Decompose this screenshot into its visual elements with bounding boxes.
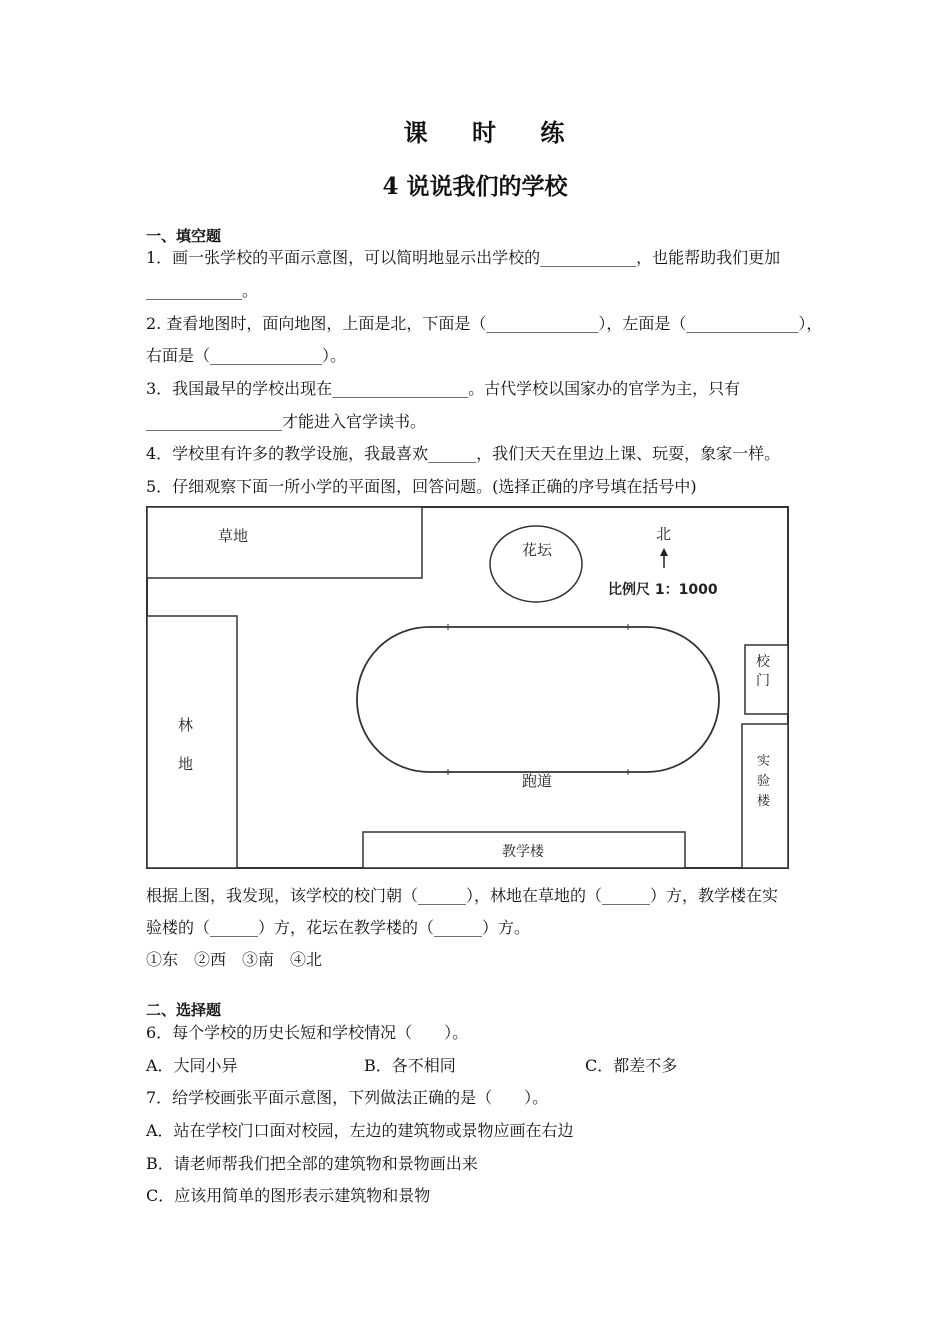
section-heading-choice: 二、选择题 (146, 1001, 222, 1019)
section-heading-fill-in: 一、填空题 (146, 227, 222, 245)
lab-label-2: 验 (757, 774, 771, 789)
track-label: 跑道 (522, 772, 553, 790)
question-1-line-1: 1．画一张学校的平面示意图，可以简明地显示出学校的____________，也能帮助我们更加 (146, 248, 781, 267)
question-6-option-a: A．大同小异 (146, 1056, 238, 1075)
scale-label: 比例尺 1：1000 (608, 582, 718, 598)
question-7-option-a: A．站在学校门口面对校园，左边的建筑物或景物应画在右边 (146, 1121, 574, 1140)
school-plan-map (146, 505, 790, 870)
gate-label-2: 门 (756, 673, 770, 689)
question-7-option-c: C．应该用简单的图形表示建筑物和景物 (146, 1186, 431, 1205)
question-3-line-2: _________________才能进入官学读书。 (146, 412, 427, 431)
question-5-answer-line-1: 根据上图，我发现，该学校的校门朝（______），林地在草地的（______）方，教学楼在实 (146, 886, 779, 905)
question-3-line-1: 3．我国最早的学校出现在_________________。古代学校以国家办的官学为主，只有 (146, 379, 741, 398)
worksheet-title: 课 时 练 (403, 118, 583, 147)
lesson-title: 4 说说我们的学校 (382, 173, 568, 200)
woods-label-1: 林 (178, 716, 194, 734)
question-7-option-b: B．请老师帮我们把全部的建筑物和景物画出来 (146, 1154, 478, 1173)
running-track (357, 627, 719, 772)
grass-area (147, 507, 422, 578)
question-6-option-c: C．都差不多 (585, 1056, 678, 1075)
grass-label: 草地 (218, 527, 249, 545)
question-6: 6．每个学校的历史长短和学校情况（ ）。 (146, 1023, 469, 1042)
lab-label-3: 楼 (757, 794, 771, 809)
question-2-line-1: 2. 查看地图时，面向地图，上面是北，下面是（______________），左面是（______________）， (146, 314, 823, 333)
question-1-line-2: ____________。 (146, 281, 259, 300)
direction-choices: ①东 ②西 ③南 ④北 (146, 950, 323, 969)
flowerbed-area (490, 526, 582, 602)
north-label: 北 (656, 525, 672, 543)
question-7: 7．给学校画张平面示意图，下列做法正确的是（ ）。 (146, 1088, 549, 1107)
gate-label-1: 校 (756, 654, 770, 670)
woods-area (147, 616, 237, 868)
question-4: 4．学校里有许多的教学设施，我最喜欢______，我们天天在里边上课、玩耍，象家一样。 (146, 444, 781, 463)
lab-label-1: 实 (757, 754, 771, 769)
woods-label-2: 地 (178, 755, 194, 773)
question-5-answer-line-2: 验楼的（______）方，花坛在教学楼的（______）方。 (146, 918, 531, 937)
question-6-option-b: B．各不相同 (364, 1056, 456, 1075)
question-5: 5．仔细观察下面一所小学的平面图，回答问题。(选择正确的序号填在括号中) (146, 477, 697, 496)
flowerbed-label: 花坛 (522, 541, 553, 559)
teaching-building-label: 教学楼 (502, 844, 544, 860)
question-2-line-2: 右面是（______________）。 (146, 346, 347, 365)
